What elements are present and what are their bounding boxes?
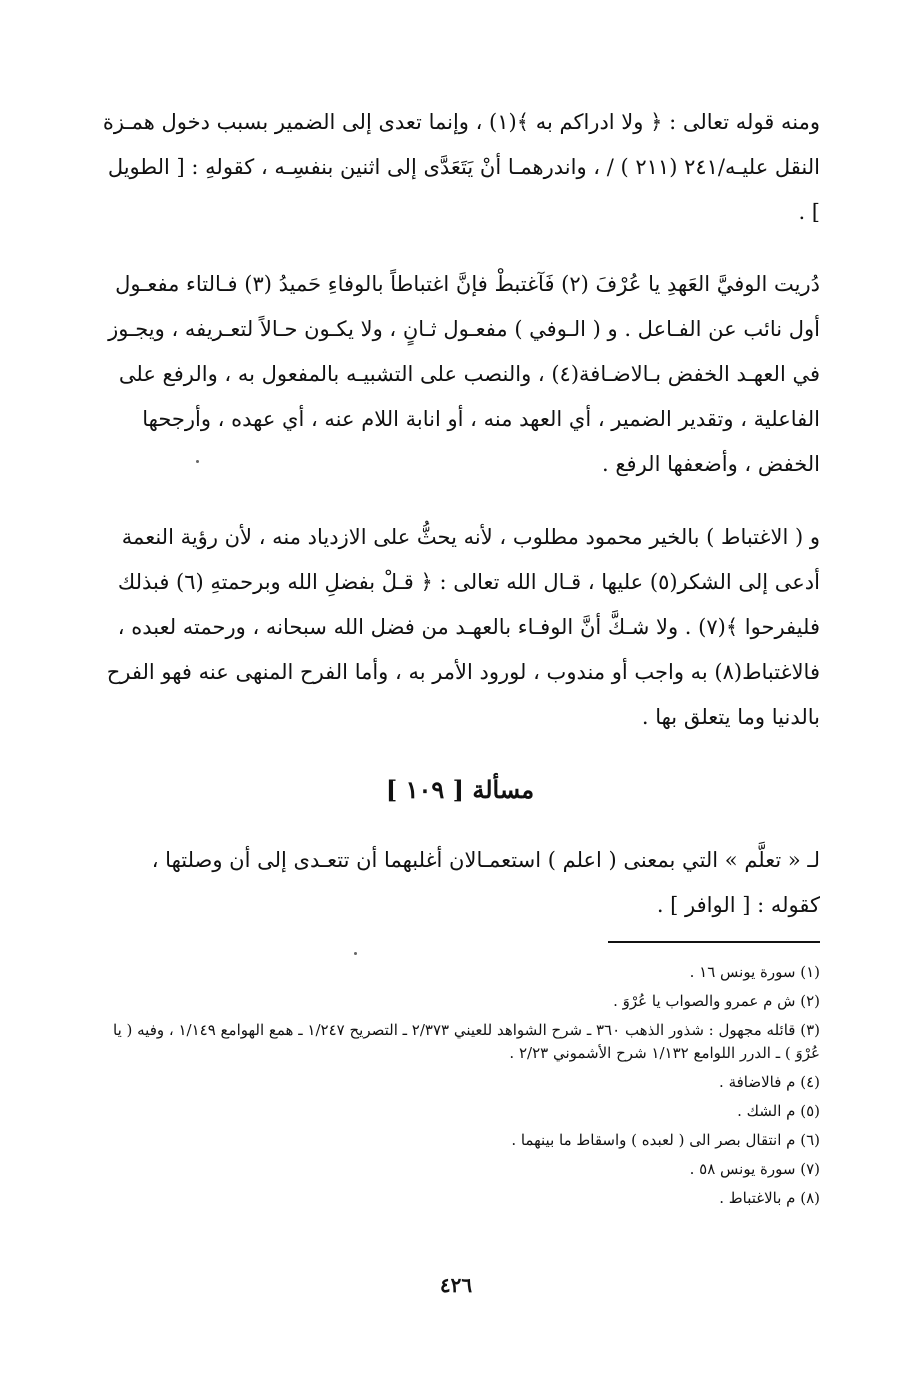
scan-speck xyxy=(196,460,199,463)
footnote-item: (٣) قائله مجهول : شذور الذهب ٣٦٠ ـ شرح الشواهد للعيني ٢/٣٧٣ ـ التصريح ١/٢٤٧ ـ همع الهوامع ١/١٤٩ ، وفيه ( يا عُرْوَ ) ـ الدرر اللوامع ١/١٣٢ شرح الأشموني ٢/٢٣ . xyxy=(113,1021,820,1062)
footnote-item: (١) سورة يونس ١٦ . xyxy=(689,963,820,981)
footnote-item: (٨) م بالاغتباط . xyxy=(719,1189,820,1207)
page-number: ٤٢٦ xyxy=(439,1273,473,1297)
footnote-divider xyxy=(608,941,820,943)
body-paragraph-4: لـ « تعلَّم » التي بمعنى ( اعلم ) استعمـالان أغلبهما أن تتعـدى إلى أن وصلتها ، كقوله : [ الوافر ] . xyxy=(151,848,820,917)
section-heading: مسألة [ ١٠٩ ] xyxy=(385,775,535,804)
footnote-item: (٤) م فالاضافة . xyxy=(719,1073,820,1091)
footnote-item: (٧) سورة يونس ٥٨ . xyxy=(689,1160,820,1178)
footnote-item: (٢) ش م عمرو والصواب يا عُرْوَ . xyxy=(613,992,820,1010)
scan-speck xyxy=(354,952,357,955)
footnotes-list xyxy=(100,958,820,1213)
footnote-item: (٦) م انتقال بصر الى ( لعبده ) واسقاط ما بينهما . xyxy=(511,1131,820,1149)
body-paragraph-3: و ( الاغتباط ) بالخير محمود مطلوب ، لأنه يحثُّ على الازدياد منه ، لأن رؤية النعمة أدعى إلى الشكر(٥) عليها ، قـال الله تعالى : ﴿ قـلْ بفضلِ الله وبرحمتهِ (٦) فبذلك فليفرحوا ﴾(٧) . ولا شـكَّ أنَّ الوفـاء بالعهـد من فضل الله سبحانه ، ورحمته لعبده ، فالاغتباط(٨) به واجب أو مندوب ، لورود الأمر به ، وأما الفرح المنهى عنه فهو الفرح بالدنيا وما يتعلق بها . xyxy=(106,525,820,729)
body-paragraph-1: ومنه قوله تعالى : ﴿ ولا ادراكم به ﴾(١) ، وإنما تعدى إلى الضمير بسبب دخول همـزة النقل عليـه/٢٤١ (٢١١ ) / ، واندرهمـا أنْ يَتَعَدَّى إلى اثنين بنفسِـه ، كقولهِ : [ الطويل ] . xyxy=(102,110,820,224)
body-paragraph-2: دُريت الوفيَّ العَهدِ يا عُرْفَ (٢) فَآغتبطْ فإنَّ اغتباطاً بالوفاءِ حَميدُ (٣) فـالتاء مفعـول أول نائب عن الفـاعل . و ( الـوفي ) مفعـول ثـانٍ ، ولا يكـون حـالاً لتعـريفه ، ويجـوز في العهـد الخفض بـالاضـافة(٤) ، والنصب على التشبيـه بالمفعول به ، والرفع على الفاعلية ، وتقدير الضمير ، أي العهد منه ، أو انابة اللام عنه ، أي عهده ، وأرجحها الخفض ، وأضعفها الرفع . xyxy=(108,272,820,476)
footnote-item: (٥) م الشك . xyxy=(737,1102,820,1120)
